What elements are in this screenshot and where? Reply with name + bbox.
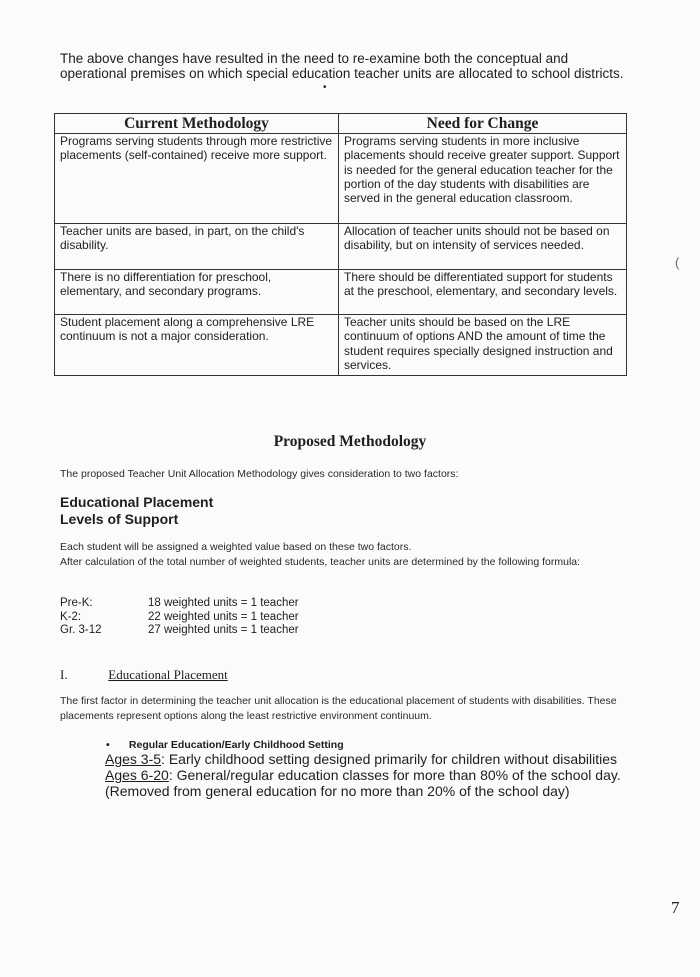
formula-level: Gr. 3-12: [60, 624, 102, 637]
ages-label: Ages 6-20: [105, 767, 169, 783]
table-row: [55, 315, 627, 376]
table-cell: Teacher units should be based on the LRE continuum of options AND the amount of time the student requires specially designed instruction and services.: [339, 315, 627, 376]
table-header-row: [55, 114, 627, 134]
intro-paragraph: The above changes have resulted in the need to re-examine both the conceptual and operational premises on which special education teacher units are allocated to school districts.: [60, 51, 624, 81]
ages-label: Ages 3-5: [105, 751, 162, 767]
ages-text: : General/regular education classes for more than 80% of the school day. (Removed from general education for no more than 20% of the school day): [105, 767, 621, 799]
table-cell: There is no differentiation for preschool, elementary, and secondary programs.: [55, 270, 339, 315]
formula-list: [60, 597, 299, 638]
formula-row: [60, 611, 299, 625]
weighted-line-1: Each student will be assigned a weighted value based on these two factors.: [60, 541, 412, 553]
formula-level: K-2:: [60, 610, 82, 623]
ages-3-5-line: [105, 751, 635, 767]
ages-6-20-line: [105, 767, 635, 799]
factors-list: [60, 494, 213, 528]
table-cell: Student placement along a comprehensive LRE continuum is not a major consideration.: [55, 315, 339, 376]
section-heading: Proposed Methodology: [273, 433, 427, 450]
ages-description: [105, 751, 635, 799]
formula-row: [60, 597, 299, 611]
formula-rule: 27 weighted units = 1 teacher: [148, 624, 299, 637]
bullet-marker: •: [106, 739, 110, 751]
proposed-lead: The proposed Teacher Unit Allocation Methodology gives consideration to two factors:: [60, 468, 459, 480]
edge-mark: (: [675, 255, 680, 270]
formula-rule: 22 weighted units = 1 teacher: [148, 610, 299, 623]
formula-row: [60, 624, 299, 638]
table-cell: There should be differentiated support for students at the preschool, elementary, and secondary levels.: [339, 270, 627, 315]
section-title: Educational Placement: [108, 667, 228, 682]
factor-item: Levels of Support: [60, 511, 179, 527]
weighted-line-2: After calculation of the total number of weighted students, teacher units are determined by the following formula:: [60, 555, 581, 568]
table-row: [55, 224, 627, 270]
section-number: I.: [60, 667, 68, 682]
table-row: [55, 270, 627, 315]
formula-rule: 18 weighted units = 1 teacher: [148, 597, 299, 609]
table-cell: Programs serving students in more inclusive placements should receive greater support. Support is needed for the general education teacher for the portion of the day students with disabilities are served in the general education classroom.: [339, 134, 627, 224]
formula-level: Pre-K:: [60, 597, 93, 609]
bullet-item: [106, 739, 344, 751]
placement-paragraph: The first factor in determining the teacher unit allocation is the educational placement of students with disabilities. These placements represent options along the least restrictive environment continuum.: [60, 695, 617, 722]
ages-text: : Early childhood setting designed primarily for children without disabilities: [161, 751, 618, 767]
weighted-paragraph: [60, 540, 630, 569]
section-i-heading: [60, 667, 228, 683]
bullet-label: Regular Education/Early Childhood Setting: [128, 739, 344, 751]
page-number: 7: [671, 898, 680, 917]
header-need-for-change: Need for Change: [339, 114, 627, 134]
table-cell: Programs serving students through more restrictive placements (self-contained) receive more support.: [55, 134, 339, 224]
table-cell: Allocation of teacher units should not be based on disability, but on intensity of services needed.: [339, 224, 627, 270]
table-cell: Teacher units are based, in part, on the child's disability.: [55, 224, 339, 270]
stray-mark: •: [323, 82, 327, 93]
table-row: [55, 134, 627, 224]
factor-item: Educational Placement: [60, 494, 214, 510]
methodology-comparison-table: [54, 113, 627, 376]
header-current-methodology: Current Methodology: [55, 114, 339, 134]
